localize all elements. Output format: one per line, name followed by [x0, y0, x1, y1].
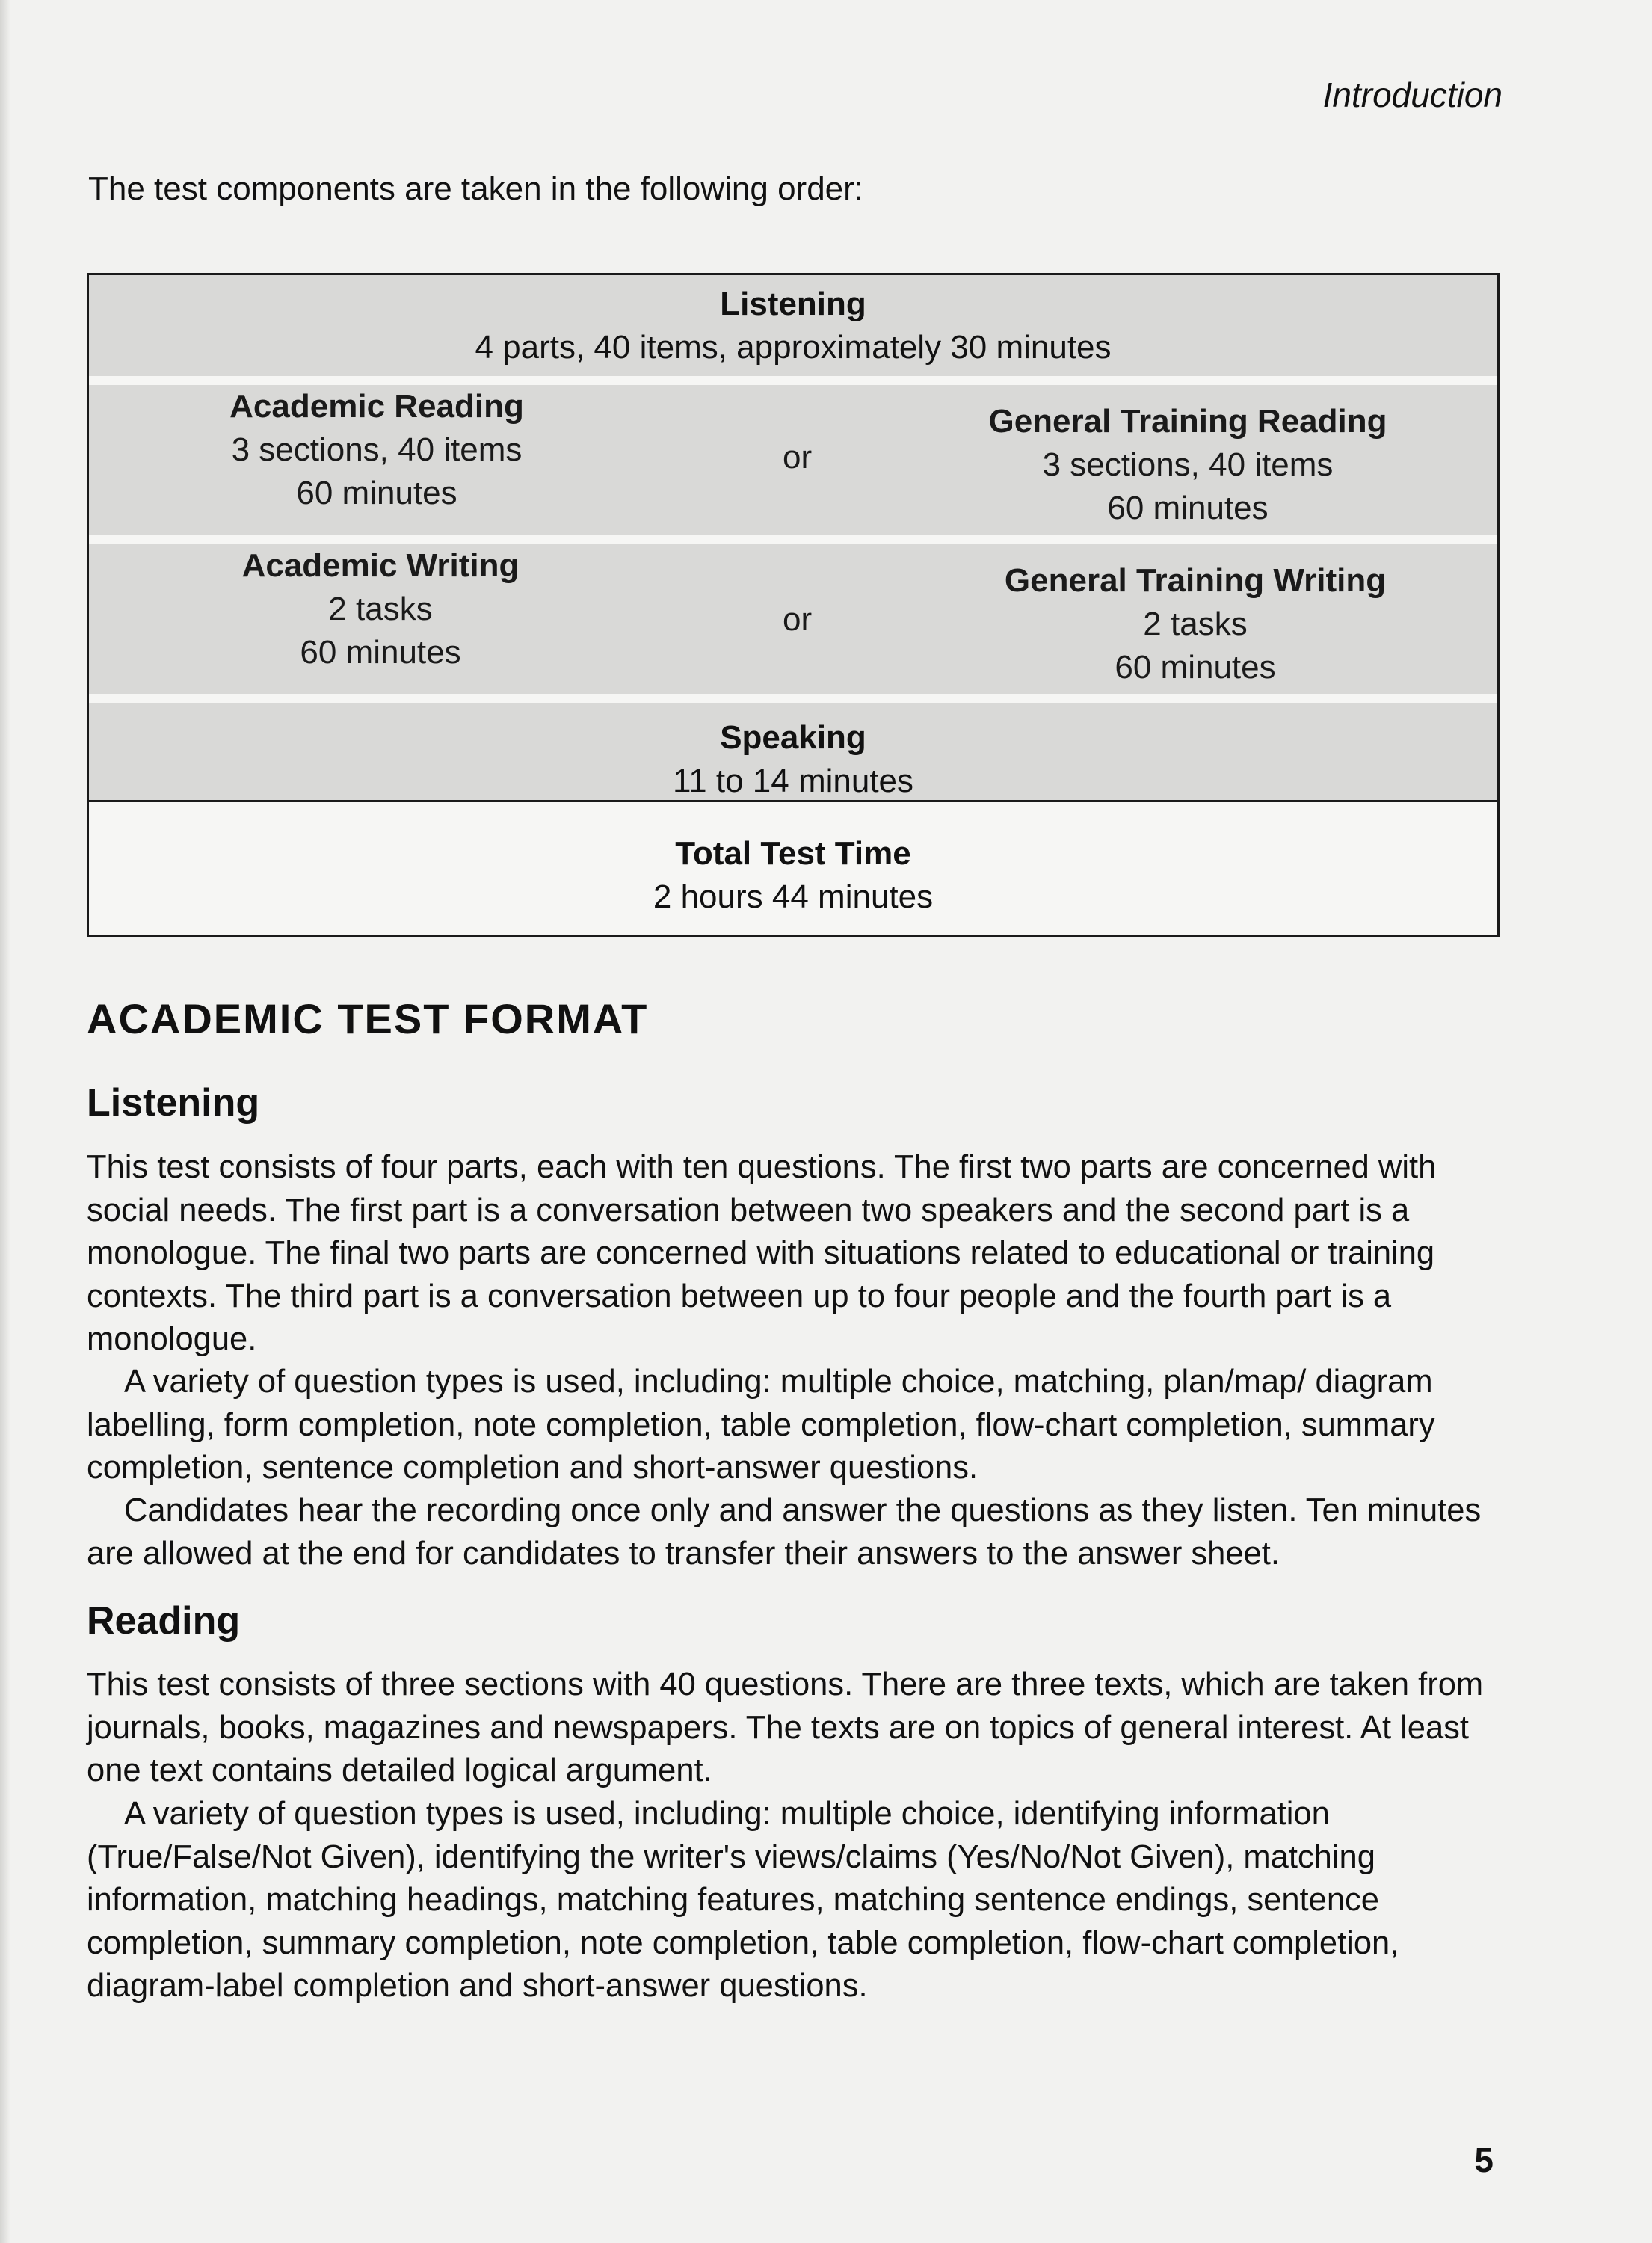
general-writing-cell — [986, 559, 1405, 689]
speaking-title: Speaking — [720, 719, 866, 756]
speaking-row — [89, 716, 1497, 803]
listening-detail: 4 parts, 40 items, approximately 30 minutes — [475, 329, 1112, 366]
page-number: 5 — [1474, 2141, 1494, 2179]
academic-reading-cell — [201, 385, 552, 515]
reading-paragraph-1: This test consists of three sections with 40 questions. There are three texts, which are taken from journals, books, magazines and newspapers. The texts are on topics of general interest. At least one text contains detailed logical argument. — [87, 1667, 1484, 1788]
writing-or: or — [783, 601, 813, 638]
academic-writing-line2: 60 minutes — [300, 634, 461, 671]
academic-writing-cell — [205, 544, 556, 674]
total-title: Total Test Time — [675, 835, 911, 872]
general-writing-line2: 60 minutes — [1115, 649, 1276, 686]
listening-paragraph-2: A variety of question types is used, including: multiple choice, matching, plan/map/ diagram labelling, form completion, note completion, table completion, flow-chart completion, summary completion, sentence completion and short-answer questions. — [87, 1364, 1435, 1486]
running-head: Introduction — [1322, 76, 1502, 114]
academic-format-heading: ACADEMIC TEST FORMAT — [87, 995, 649, 1042]
test-order-table — [87, 273, 1500, 937]
general-writing-line1: 2 tasks — [1143, 606, 1248, 642]
listening-paragraph-1: This test consists of four parts, each with ten questions. The first two parts are concerned with social needs. The first part is a conversation between two speakers and the second part is a monologue. The final two parts are concerned with situations related to educational or training contexts. The third part is a conversation between up to four people and the fourth part is a monologue. — [87, 1149, 1437, 1357]
reading-paragraph-2: A variety of question types is used, including: multiple choice, identifying information (True/False/Not Given), identifying the writer's views/claims (Yes/No/Not Given), matching information, matching headings, matching features, matching sentence endings, sentence completion, summary completion, note completion, table completion, flow-chart completion, diagram-label completion and short-answer questions. — [87, 1796, 1399, 2004]
listening-paragraph-3: Candidates hear the recording once only and answer the questions as they listen. Ten minutes are allowed at the end for candidates to transfer their answers to the answer sheet. — [87, 1492, 1482, 1572]
listening-heading: Listening — [87, 1081, 260, 1124]
academic-reading-line1: 3 sections, 40 items — [231, 431, 523, 468]
total-detail: 2 hours 44 minutes — [653, 879, 934, 915]
general-reading-cell — [978, 400, 1397, 530]
intro-text: The test components are taken in the following order: — [88, 170, 864, 207]
page-gutter-shadow — [0, 0, 10, 2243]
general-writing-title: General Training Writing — [1004, 562, 1387, 599]
listening-row — [89, 283, 1497, 369]
academic-writing-title: Academic Writing — [241, 547, 520, 584]
total-row — [89, 832, 1497, 919]
reading-or: or — [783, 439, 813, 476]
general-reading-line1: 3 sections, 40 items — [1042, 446, 1334, 483]
academic-reading-line2: 60 minutes — [296, 475, 457, 511]
total-divider — [89, 800, 1497, 802]
general-reading-line2: 60 minutes — [1107, 490, 1269, 526]
speaking-detail: 11 to 14 minutes — [672, 763, 914, 799]
listening-title: Listening — [720, 286, 866, 322]
reading-heading: Reading — [87, 1599, 241, 1643]
academic-reading-title: Academic Reading — [229, 388, 524, 425]
general-reading-title: General Training Reading — [988, 403, 1387, 440]
academic-writing-line1: 2 tasks — [328, 591, 433, 627]
